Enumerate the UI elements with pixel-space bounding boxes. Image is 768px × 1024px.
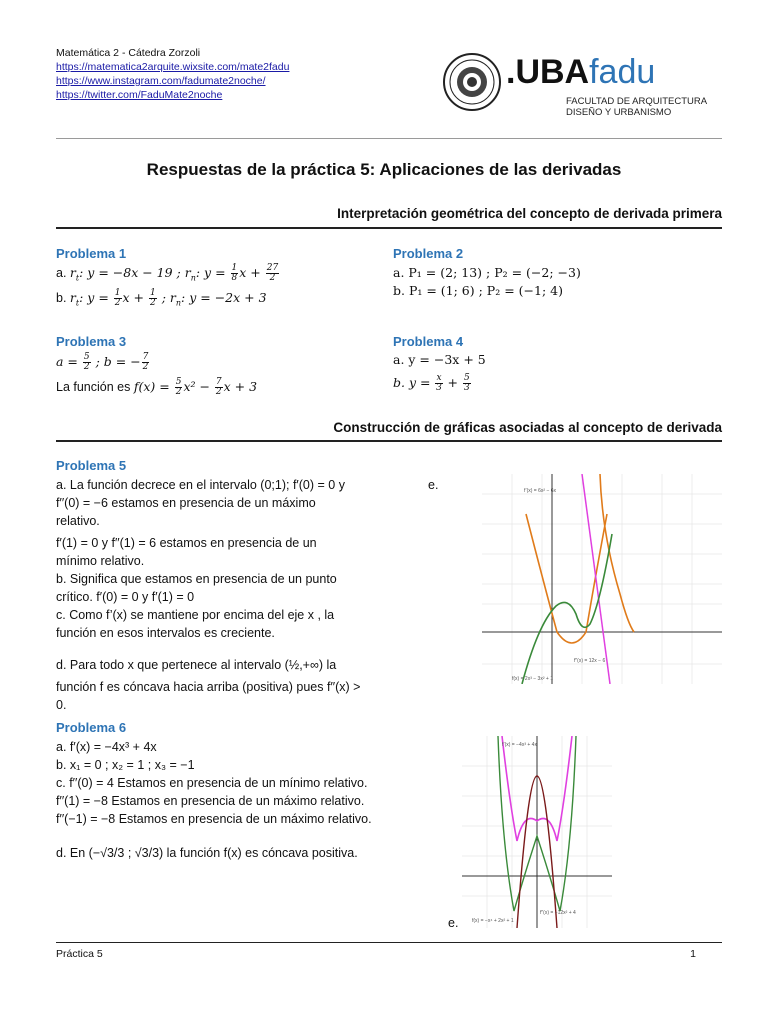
problem-3-a: a = $\frac{5}{2}$ ; b = − $\frac{7}{2}$: [56, 352, 149, 373]
p6-line: a. f′(x) = −4x³ + 4x: [56, 740, 157, 754]
p5-line: b. Significa que estamos en presencia de un punto: [56, 572, 337, 586]
p5-line: función en esos intervalos es creciente.: [56, 626, 275, 640]
p5-graph-label-3: f(x) = 2x³ − 3x² + 1: [512, 676, 553, 682]
p5-graph-label-1: f’(x) = 6x² − 6x: [524, 488, 557, 494]
problem-5-e-label: e.: [428, 478, 439, 492]
p5-line: a. La función decrece en el intervalo (0;1); f′(0) = 0 y: [56, 478, 345, 492]
problem-4-a: a. y = −3x + 5: [393, 352, 486, 367]
problem-2-b: b. P₁ = (1; 6) ; P₂ = (−1; 4): [393, 283, 563, 298]
logo-line1: FACULTAD DE ARQUITECTURA: [566, 96, 708, 107]
p6-graph-label-1: f’(x) = −4x³ + 4x: [502, 742, 537, 748]
logo-uba: .UBA: [506, 53, 590, 91]
header-text: [56, 46, 289, 102]
problem-6-heading: Problema 6: [56, 720, 127, 735]
problem-6-body: [56, 738, 446, 862]
p5-line: d. Para todo x que pertenece al intervalo (½,+∞) la: [56, 658, 337, 672]
problem-2-a: a. P₁ = (2; 13) ; P₂ = (−2; −3): [393, 265, 581, 280]
header-rule: [56, 138, 722, 139]
link-wixsite[interactable]: https://matematica2arquite.wixsite.com/mate2fadu: [56, 61, 290, 73]
footer-left: Práctica 5: [56, 948, 103, 960]
p5-line: f′(1) = 0 y f′′(1) = 6 estamos en presencia de un: [56, 536, 317, 550]
problem-5-heading: Problema 5: [56, 458, 127, 473]
p6-graph-label-3: f(x) = −x⁴ + 2x² + 1: [472, 918, 514, 924]
p5-line: f′′(0) = −6 estamos en presencia de un máximo: [56, 496, 316, 510]
p5-graph-label-2: f″(x) = 12x − 6: [574, 658, 606, 664]
problem-2-heading: Problema 2: [393, 246, 464, 261]
p5-line: 0.: [56, 698, 67, 712]
problem-5-graph: [482, 474, 722, 684]
p6-line: c. f′′(0) = 4 Estamos en presencia de un mínimo relativo.: [56, 776, 368, 790]
link-twitter[interactable]: https://twitter.com/FaduMate2noche: [56, 89, 223, 101]
p6-graph-label-2: f″(x) = −12x² + 4: [540, 910, 576, 916]
p6-line: b. x₁ = 0 ; x₂ = 1 ; x₃ = −1: [56, 758, 195, 772]
p5-line: crítico. f′(0) = 0 y f′(1) = 0: [56, 590, 195, 604]
problem-1-heading: Problema 1: [56, 246, 127, 261]
problem-1-a: a. $r_t$: y = −8x − 19 ; $r_n$: y = $\frac{1}{8}$ x + $\frac{27}{2}$: [56, 263, 279, 284]
p5-line: función f es cóncava hacia arriba (positiva) pues f′′(x) >: [56, 680, 361, 694]
section-rule-1: [56, 227, 722, 229]
logo-line2: DISEÑO Y URBANISMO: [566, 107, 672, 118]
footer-rule: [56, 942, 722, 943]
page-title: Respuestas de la práctica 5: Aplicaciones de las derivadas: [146, 160, 622, 179]
p6-line: f′′(1) = −8 Estamos en presencia de un máximo relativo.: [56, 794, 365, 808]
logo-fadu: fadu: [589, 53, 656, 91]
p5-line: c. Como f’(x) se mantiene por encima del eje x , la: [56, 608, 335, 622]
problem-3-b: La función es f(x) = $\frac{5}{2}$ x² − $\frac{7}{2}$ x + 3: [56, 377, 258, 398]
p6-line: d. En (−√3/3 ; √3/3) la función f(x) es cóncava positiva.: [56, 846, 358, 860]
problem-4-b: b. y = $\frac{x}{3}$ + $\frac{5}{3}$: [393, 373, 470, 394]
uba-seal-icon: [442, 52, 502, 112]
problem-3-heading: Problema 3: [56, 334, 127, 349]
problem-4-heading: Problema 4: [393, 334, 464, 349]
problem-5-body: [56, 476, 416, 714]
problem-6-graph: [462, 736, 612, 928]
section-heading-2: Construcción de gráficas asociadas al concepto de derivada: [333, 420, 722, 435]
problem-1-b: b. $r_t$: y = $\frac{1}{2}$ x + $\frac{1}{2}$ ; $r_n$: y = −2x + 3: [56, 288, 267, 309]
p6-line: f′′(−1) = −8 Estamos en presencia de un máximo relativo.: [56, 812, 372, 826]
link-instagram[interactable]: https://www.instagram.com/fadumate2noche/: [56, 75, 266, 87]
p5-line: relativo.: [56, 514, 100, 528]
section-heading-1: Interpretación geométrica del concepto de derivada primera: [337, 206, 722, 221]
uba-fadu-logo: [442, 52, 722, 122]
section-rule-2: [56, 440, 722, 442]
p5-line: mínimo relativo.: [56, 554, 145, 568]
course-name: Matemática 2 - Cátedra Zorzoli: [56, 47, 201, 59]
page-number: 1: [690, 948, 696, 960]
problem-6-e-label: e.: [448, 916, 459, 930]
